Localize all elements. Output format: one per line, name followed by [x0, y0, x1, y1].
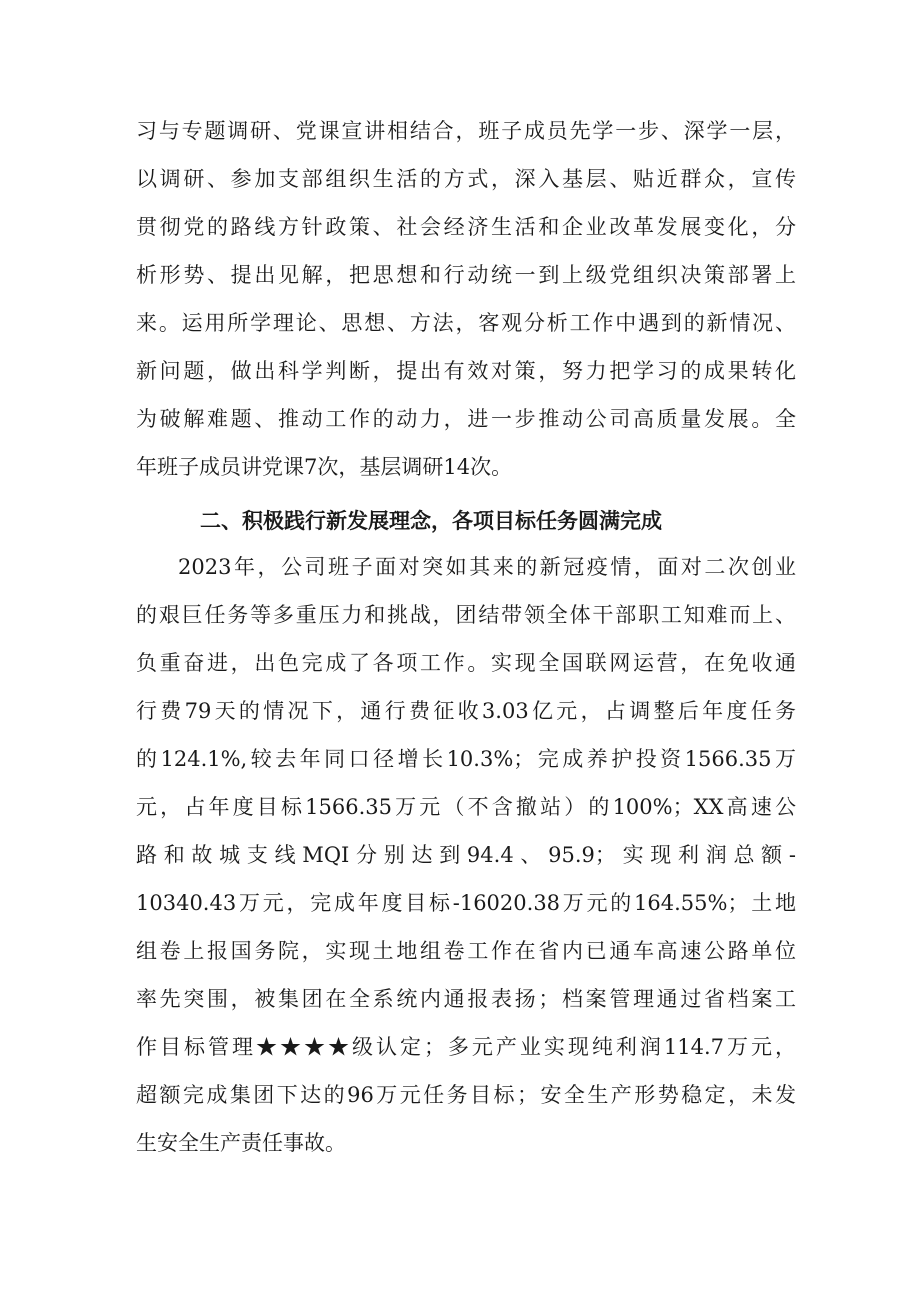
paragraph2-line-1: 2023年，公司班子面对突如其来的新冠疫情，面对二次创业 [178, 555, 796, 579]
paragraph2-line-3: 负重奋进，出色完成了各项工作。实现全国联网运营，在免收通 [136, 651, 796, 675]
paragraph2-line-10: 率先突围，被集团在全系统内通报表扬；档案管理通过省档案工 [136, 987, 796, 1011]
paragraph2-line-11: 作目标管理★★★★级认定；多元产业实现纯利润114.7万元， [136, 1035, 796, 1059]
paragraph1-line-8: 年班子成员讲党课7次，基层调研14次。 [136, 455, 513, 479]
paragraph1-line-1: 习与专题调研、党课宣讲相结合，班子成员先学一步、深学一层， [136, 119, 796, 143]
paragraph2-line-2: 的艰巨任务等多重压力和挑战，团结带领全体干部职工知难而上、 [136, 603, 796, 627]
paragraph1-line-5: 来。运用所学理论、思想、方法，客观分析工作中遇到的新情况、 [136, 311, 796, 335]
paragraph2-line-13: 生安全生产责任事故。 [136, 1131, 346, 1155]
paragraph1-line-7: 为破解难题、推动工作的动力，进一步推动公司高质量发展。全 [136, 407, 796, 431]
paragraph2-line-8: 10340.43万元，完成年度目标-16020.38万元的164.55%；土地 [136, 891, 796, 915]
paragraph1-line-4: 析形势、提出见解，把思想和行动统一到上级党组织决策部署上 [136, 263, 796, 287]
paragraph2-line-12: 超额完成集团下达的96万元任务目标；安全生产形势稳定，未发 [136, 1083, 796, 1107]
paragraph2-line-6: 元，占年度目标1566.35万元（不含撤站）的100%；XX高速公 [136, 795, 796, 819]
paragraph1-line-6: 新问题，做出科学判断，提出有效对策，努力把学习的成果转化 [136, 359, 796, 383]
paragraph2-line-4: 行费79天的情况下，通行费征收3.03亿元，占调整后年度任务 [136, 699, 796, 723]
paragraph2-line-5: 的124.1%,较去年同口径增长10.3%；完成养护投资1566.35万 [136, 747, 796, 771]
paragraph1-line-3: 贯彻党的路线方针政策、社会经济生活和企业改革发展变化，分 [136, 215, 796, 239]
paragraph1-line-2: 以调研、参加支部组织生活的方式，深入基层、贴近群众，宣传 [136, 167, 796, 191]
paragraph2-line-9: 组卷上报国务院，实现土地组卷工作在省内已通车高速公路单位 [136, 939, 796, 963]
section-heading: 二、积极践行新发展理念，各项目标任务圆满完成 [200, 509, 662, 533]
paragraph2-line-7: 路和故城支线MQI分别达到94.4、95.9；实现利润总额- [136, 843, 796, 867]
